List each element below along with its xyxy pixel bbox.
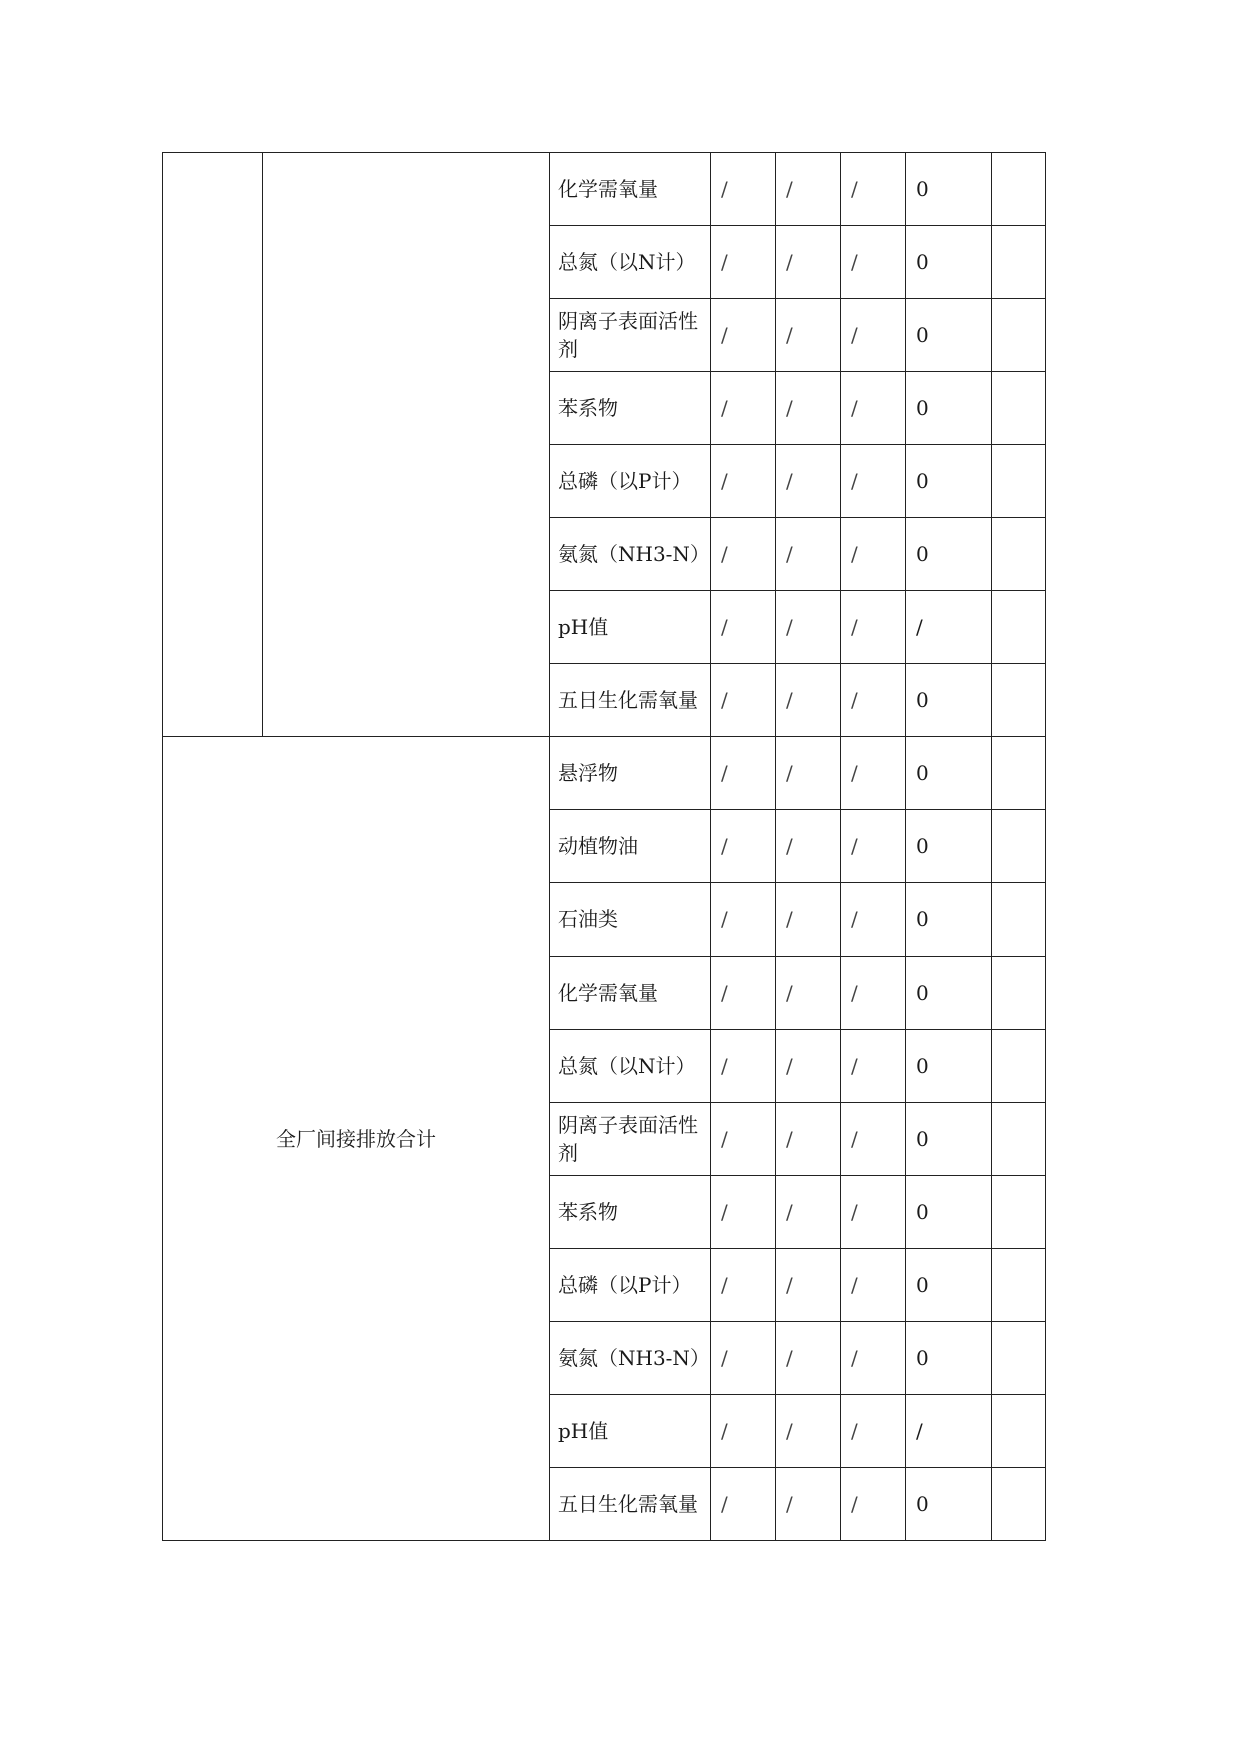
value-cell-5 xyxy=(992,1029,1046,1102)
value-cell-2: / xyxy=(776,737,841,810)
value-cell-3: / xyxy=(841,664,906,737)
value-cell-2: / xyxy=(776,518,841,591)
pollutant-name: 五日生化需氧量 xyxy=(550,664,711,737)
pollutant-name: 总氮（以N计） xyxy=(550,226,711,299)
value-cell-2: / xyxy=(776,1248,841,1321)
value-cell-5 xyxy=(992,1175,1046,1248)
value-cell-5 xyxy=(992,1467,1046,1540)
value-cell-2: / xyxy=(776,883,841,956)
value-cell-5 xyxy=(992,372,1046,445)
value-cell-1: / xyxy=(711,1248,776,1321)
value-cell-4: 0 xyxy=(906,1102,992,1175)
value-cell-5 xyxy=(992,299,1046,372)
value-cell-1: / xyxy=(711,1394,776,1467)
value-cell-1: / xyxy=(711,1029,776,1102)
pollutant-name: 五日生化需氧量 xyxy=(550,1467,711,1540)
emissions-table-body xyxy=(163,153,1046,1541)
value-cell-2: / xyxy=(776,1102,841,1175)
value-cell-2: / xyxy=(776,1321,841,1394)
value-cell-4: / xyxy=(906,591,992,664)
value-cell-3: / xyxy=(841,299,906,372)
value-cell-3: / xyxy=(841,1175,906,1248)
value-cell-5 xyxy=(992,591,1046,664)
pollutant-name: 氨氮（NH3-N） xyxy=(550,1321,711,1394)
value-cell-5 xyxy=(992,664,1046,737)
value-cell-5 xyxy=(992,1248,1046,1321)
value-cell-5 xyxy=(992,226,1046,299)
value-cell-5 xyxy=(992,737,1046,810)
pollutant-name: 阴离子表面活性剂 xyxy=(550,1102,711,1175)
value-cell-3: / xyxy=(841,1248,906,1321)
value-cell-1: / xyxy=(711,1175,776,1248)
table-row xyxy=(163,153,1046,226)
value-cell-3: / xyxy=(841,810,906,883)
pollutant-name: 苯系物 xyxy=(550,372,711,445)
value-cell-4: 0 xyxy=(906,445,992,518)
outlet-name-cell xyxy=(263,153,550,737)
table-row xyxy=(163,737,1046,810)
value-cell-4: 0 xyxy=(906,1175,992,1248)
value-cell-5 xyxy=(992,445,1046,518)
value-cell-4: 0 xyxy=(906,299,992,372)
value-cell-4: 0 xyxy=(906,372,992,445)
value-cell-5 xyxy=(992,153,1046,226)
emissions-table xyxy=(162,152,1046,1541)
value-cell-3: / xyxy=(841,1102,906,1175)
value-cell-2: / xyxy=(776,299,841,372)
value-cell-5 xyxy=(992,1321,1046,1394)
value-cell-3: / xyxy=(841,1029,906,1102)
value-cell-1: / xyxy=(711,372,776,445)
value-cell-1: / xyxy=(711,445,776,518)
value-cell-2: / xyxy=(776,153,841,226)
value-cell-3: / xyxy=(841,445,906,518)
value-cell-4: 0 xyxy=(906,664,992,737)
value-cell-4: 0 xyxy=(906,518,992,591)
pollutant-name: pH值 xyxy=(550,1394,711,1467)
value-cell-1: / xyxy=(711,883,776,956)
value-cell-3: / xyxy=(841,1467,906,1540)
value-cell-1: / xyxy=(711,591,776,664)
value-cell-1: / xyxy=(711,956,776,1029)
value-cell-3: / xyxy=(841,1321,906,1394)
pollutant-name: 悬浮物 xyxy=(550,737,711,810)
value-cell-5 xyxy=(992,956,1046,1029)
pollutant-name: 总磷（以P计） xyxy=(550,445,711,518)
value-cell-4: 0 xyxy=(906,810,992,883)
value-cell-5 xyxy=(992,810,1046,883)
value-cell-2: / xyxy=(776,956,841,1029)
value-cell-4: 0 xyxy=(906,737,992,810)
value-cell-2: / xyxy=(776,591,841,664)
value-cell-1: / xyxy=(711,1467,776,1540)
pollutant-name: 石油类 xyxy=(550,883,711,956)
value-cell-1: / xyxy=(711,664,776,737)
value-cell-3: / xyxy=(841,153,906,226)
value-cell-1: / xyxy=(711,226,776,299)
pollutant-name: 总氮（以N计） xyxy=(550,1029,711,1102)
outlet-category-cell xyxy=(163,153,263,737)
value-cell-3: / xyxy=(841,1394,906,1467)
value-cell-2: / xyxy=(776,664,841,737)
value-cell-5 xyxy=(992,883,1046,956)
value-cell-4: 0 xyxy=(906,1248,992,1321)
pollutant-name: 阴离子表面活性剂 xyxy=(550,299,711,372)
value-cell-3: / xyxy=(841,518,906,591)
value-cell-3: / xyxy=(841,372,906,445)
value-cell-4: 0 xyxy=(906,1467,992,1540)
value-cell-2: / xyxy=(776,1394,841,1467)
value-cell-2: / xyxy=(776,1175,841,1248)
value-cell-5 xyxy=(992,1394,1046,1467)
pollutant-name: 动植物油 xyxy=(550,810,711,883)
value-cell-1: / xyxy=(711,810,776,883)
pollutant-name: 氨氮（NH3-N） xyxy=(550,518,711,591)
value-cell-4: 0 xyxy=(906,1321,992,1394)
value-cell-3: / xyxy=(841,956,906,1029)
value-cell-3: / xyxy=(841,226,906,299)
value-cell-1: / xyxy=(711,153,776,226)
value-cell-4: 0 xyxy=(906,956,992,1029)
value-cell-5 xyxy=(992,518,1046,591)
pollutant-name: pH值 xyxy=(550,591,711,664)
value-cell-2: / xyxy=(776,445,841,518)
value-cell-1: / xyxy=(711,1321,776,1394)
value-cell-4: 0 xyxy=(906,883,992,956)
pollutant-name: 苯系物 xyxy=(550,1175,711,1248)
value-cell-4: 0 xyxy=(906,226,992,299)
value-cell-2: / xyxy=(776,1029,841,1102)
value-cell-4: / xyxy=(906,1394,992,1467)
pollutant-name: 总磷（以P计） xyxy=(550,1248,711,1321)
value-cell-4: 0 xyxy=(906,1029,992,1102)
value-cell-2: / xyxy=(776,810,841,883)
value-cell-5 xyxy=(992,1102,1046,1175)
value-cell-2: / xyxy=(776,226,841,299)
value-cell-3: / xyxy=(841,883,906,956)
value-cell-2: / xyxy=(776,372,841,445)
value-cell-3: / xyxy=(841,591,906,664)
section-label: 全厂间接排放合计 xyxy=(163,737,550,1541)
value-cell-2: / xyxy=(776,1467,841,1540)
value-cell-1: / xyxy=(711,518,776,591)
pollutant-name: 化学需氧量 xyxy=(550,153,711,226)
pollutant-name: 化学需氧量 xyxy=(550,956,711,1029)
value-cell-1: / xyxy=(711,737,776,810)
value-cell-4: 0 xyxy=(906,153,992,226)
value-cell-1: / xyxy=(711,299,776,372)
value-cell-3: / xyxy=(841,737,906,810)
value-cell-1: / xyxy=(711,1102,776,1175)
